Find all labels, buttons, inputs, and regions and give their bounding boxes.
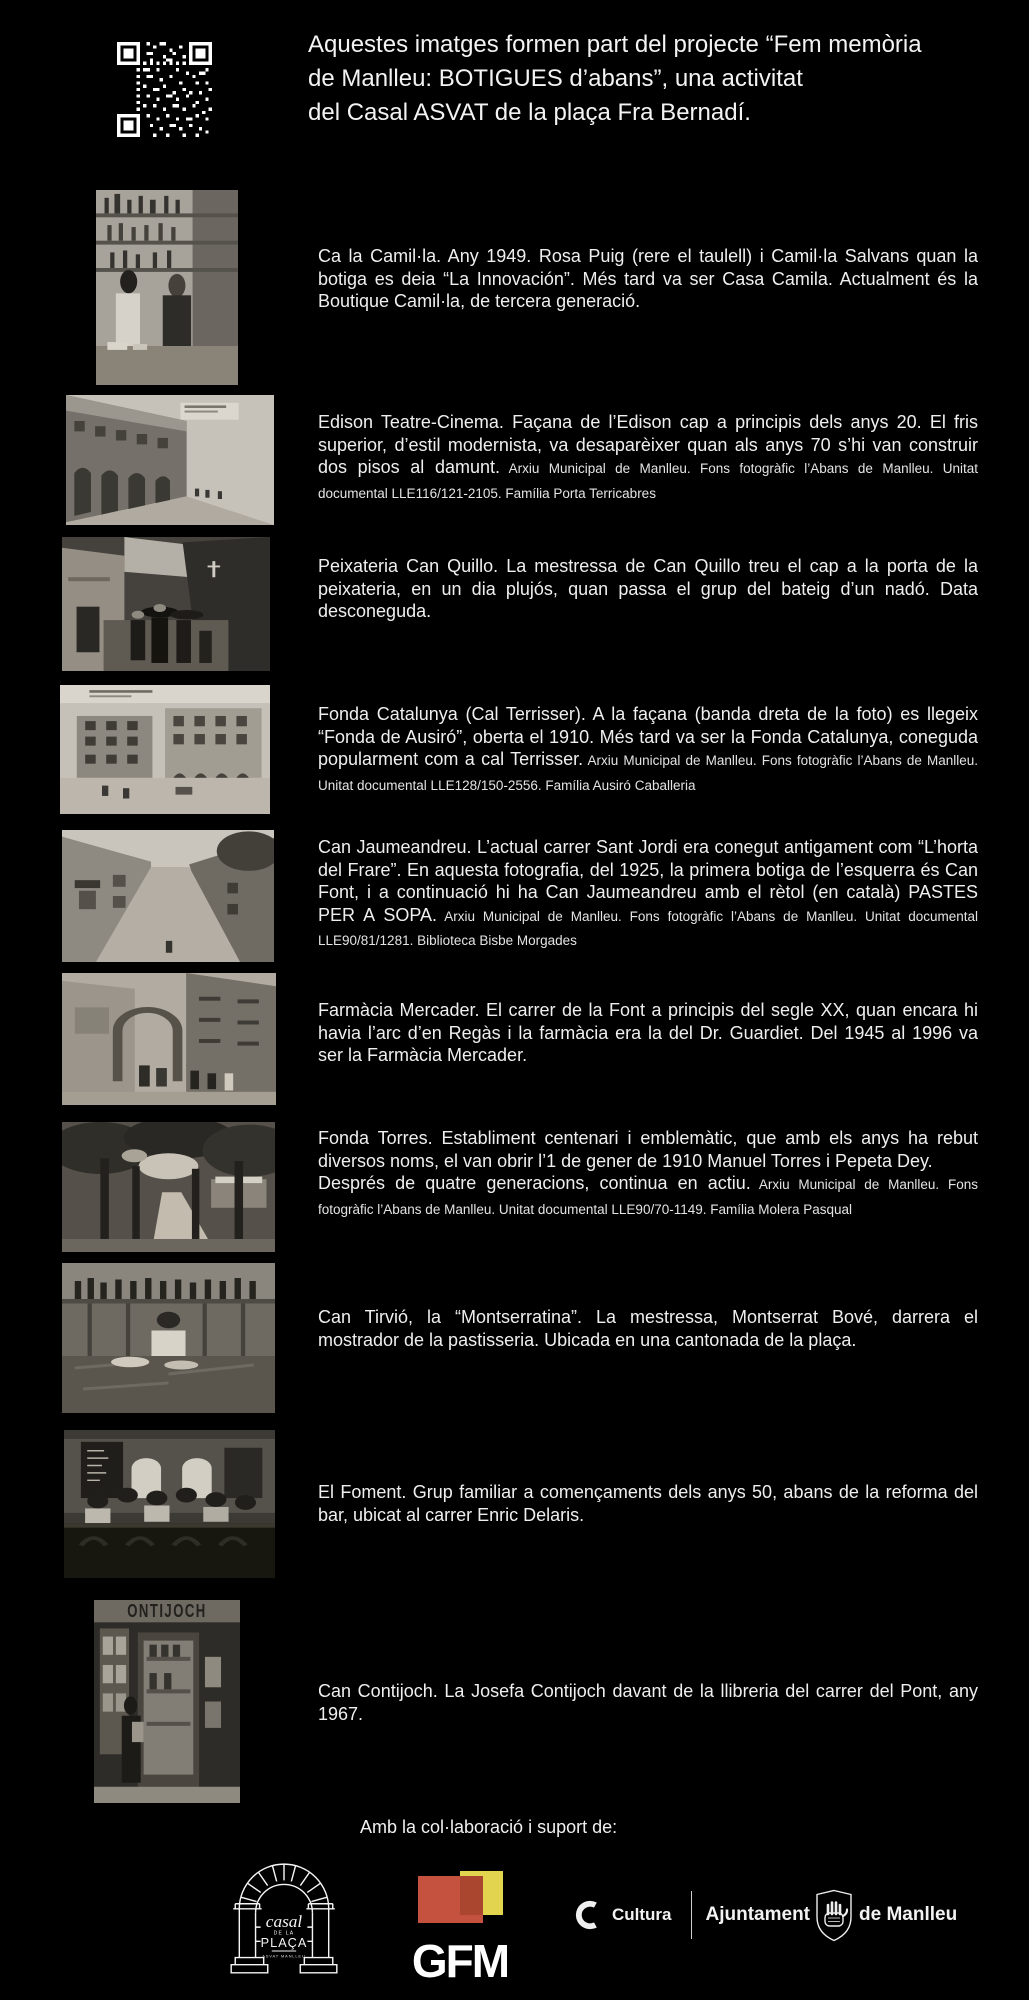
fonda-torres-promenade-photo [62,1122,275,1252]
edison-theatre-facade-photo [66,395,274,525]
entry-text-ca-la-camilla: Ca la Camil·la. Any 1949. Rosa Puig (rere el taulell) i Camil·la Salvans quan la botiga es deia “La Innovación”. Més tard va ser Casa Camila. Actualment és la Boutique Camil·la, de tercera generació. [318,246,978,311]
entry-text-peixateria: Peixateria Can Quillo. La mestressa de Can Quillo treu el cap a la porta de la peixateria, en un dia plujós, quan passa el grup del bateig d’un nadó. Data desconeguda. [318,556,978,621]
gfm-logo [410,1868,510,1987]
svg-text:ASVAT MANLLEU: ASVAT MANLLEU [262,1953,306,1959]
svg-text:ONTIJOCH: ONTIJOCH [127,1602,207,1622]
cultura-label: Cultura [612,1905,672,1924]
title-line-3: del Casal ASVAT de la plaça Fra Bernadí. [308,99,751,126]
peixateria-can-quillo-photo [62,537,270,671]
qr-code-icon [117,42,212,137]
svg-text:PLAÇA: PLAÇA [260,1935,308,1950]
can-contijoch-bookshop-photo [94,1600,240,1803]
svg-text:DE LA: DE LA [273,1930,295,1937]
can-jaumeandreu-street-photo [62,830,274,962]
entry-text-edison: Edison Teatre-Cinema. Façana de l’Edison cap a principis dels anys 20. El fris superior, d’estil modernista, va desaparèixer quan als anys 70 s’hi van construir dos pisos al damunt. Arxiu Municipal de Manlleu. Fons fotogràfic l’Abans de Manlleu. Unitat documental LLE116/121-2105. Família Porta Terricabres [318,412,978,501]
gfm-label: GFM [411,1935,509,1987]
ca-la-camilla-shop-photo [96,190,238,385]
gfm-overlap-square [460,1876,483,1915]
title-line-1: Aquestes imatges formen part del projecte “Fem memòria [308,31,922,58]
entry-text-can-jaumeandreu: Can Jaumeandreu. L’actual carrer Sant Jordi era conegut antigament com “L’horta del Frare”. En aquesta fotografia, del 1925, la primera botiga de l’esquerra és Can Font, i a continuació hi ha Can Jaumeandreu amb el rètol (en català) PASTES PER A SOPA. Arxiu Municipal de Manlleu. Fons fotogràfic l’Abans de Manlleu. Unitat documental LLE90/81/1281. Biblioteca Bisbe Morgades [318,837,978,948]
entry-text-el-foment: El Foment. Grup familiar a començaments dels anys 50, abans de la reforma del bar, ubicat al carrer Enric Delaris. [318,1482,978,1525]
title-line-2: de Manlleu: BOTIGUES d’abans”, una activitat [308,65,803,92]
entry-text-can-tirvio: Can Tirvió, la “Montserratina”. La mestressa, Montserrat Bové, darrera el mostrador de la pastisseria. Ubicada en una cantonada de la plaça. [318,1307,978,1350]
entry-text-fonda-catalunya: Fonda Catalunya (Cal Terrisser). A la façana (banda dreta de la foto) es llegeix “Fonda de Ausiró”, oberta el 1910. Més tard va ser la Fonda Catalunya, coneguda popularment com a cal Terrisser. Arxiu Municipal de Manlleu. Fons fotogràfic l’Abans de Manlleu. Unitat documental LLE128/150-2556. Família Ausiró Caballeria [318,704,978,793]
entry-text-can-contijoch: Can Contijoch. La Josefa Contijoch davant de la llibreria del carrer del Pont, any 1967. [318,1681,978,1724]
de-manlleu-label: de Manlleu [859,1904,958,1925]
ajuntament-label: Ajuntament [705,1904,810,1925]
ajuntament-de-manlleu-logo [565,1886,957,1944]
entry-text-farmacia-mercader: Farmàcia Mercader. El carrer de la Font a principis del segle XX, quan encara hi havia l’arc d’en Regàs i la farmàcia era la del Dr. Guardiet. Del 1945 al 1996 va ser la Farmàcia Mercader. [318,1000,978,1065]
casal-de-la-placa-logo [223,1856,345,1984]
logo-separator [691,1891,692,1939]
fonda-catalunya-postcard-photo [60,685,270,814]
can-tirvio-pastisseria-photo [62,1263,275,1413]
el-foment-bar-photo [64,1430,275,1578]
cultura-c-icon [572,1897,599,1933]
entry-text-fonda-torres: Fonda Torres. Establiment centenari i emblemàtic, que amb els anys ha rebut diversos noms, el van obrir l’1 de gener de 1910 Manuel Torres i Pepeta Dey. Després de quatre generacions, continua en actiu. Arxiu Municipal de Manlleu. Fons fotogràfic l’Abans de Manlleu. Unitat documental LLE90/70-1149. Família Molera Pasqual [318,1128,979,1217]
farmacia-mercader-street-photo [62,973,276,1105]
svg-text:casal: casal [265,1912,303,1932]
manlleu-shield-hand-icon [814,1889,854,1942]
support-label: Amb la col·laboració i suport de: [360,1817,618,1837]
page-title [308,28,1008,130]
